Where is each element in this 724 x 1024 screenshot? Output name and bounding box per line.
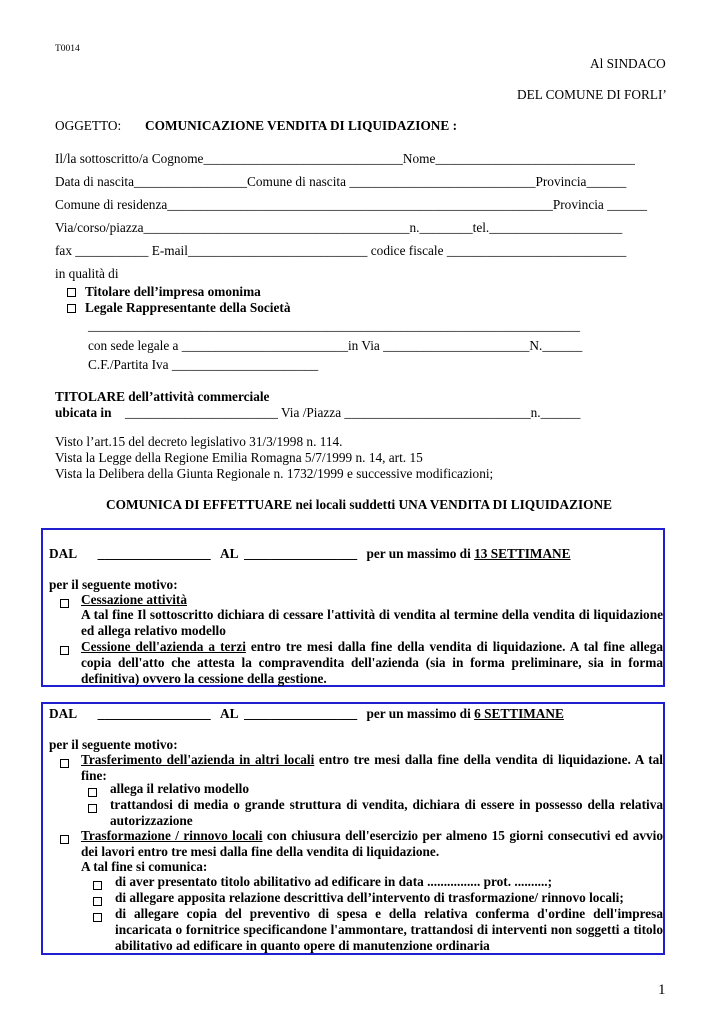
checkbox-icon[interactable] bbox=[60, 599, 69, 608]
checkbox-icon[interactable] bbox=[60, 759, 69, 768]
box1-option1-title: Cessazione attività bbox=[81, 592, 187, 607]
ubicata-field[interactable]: _______________________ Via /Piazza ____________________________n.______ bbox=[125, 405, 581, 420]
box1-max-prefix: per un massimo di bbox=[366, 546, 471, 561]
box2-dal-label: DAL bbox=[49, 706, 77, 721]
form-row-name[interactable]: Il/la sottoscritto/a Cognome______________________________Nome______________________________ bbox=[55, 151, 635, 166]
box2-option2-sub1: di aver presentato titolo abilitativo ad edificare in data ................ prot. ..........; bbox=[115, 874, 553, 889]
communicate-heading: COMUNICA DI EFFETTUARE nei locali suddetti UNA VENDITA DI LIQUIDAZIONE bbox=[106, 497, 612, 512]
ubicata-label: ubicata in bbox=[55, 405, 112, 420]
box2-period bbox=[49, 706, 564, 722]
box2-dal-field[interactable]: _________________ bbox=[97, 706, 211, 721]
box1-option1-text: A tal fine Il sottoscritto dichiara di cessare l'attività di vendita al termine della vendita di liquidazione ed allega relativo modello bbox=[81, 607, 663, 638]
box2-option1-text: entro tre mesi dalla fine della vendita di liquidazione. A tal fine: bbox=[81, 752, 663, 783]
box1-motivo: per il seguente motivo: bbox=[49, 577, 178, 592]
checkbox-icon[interactable] bbox=[88, 804, 97, 813]
box1-option2-text: entro tre mesi dalla fine della vendita di liquidazione. A tal fine allega copia dell'atto che attesta la compravendita dell'azienda (sia in forma preliminare, sia in forma definitiva) ovvero la cessione della gestione. bbox=[81, 639, 663, 686]
legal-ref-1: Visto l’art.15 del decreto legislativo 31/3/1998 n. 114. bbox=[55, 434, 343, 449]
box2-option1 bbox=[81, 752, 663, 784]
form-row-contacts[interactable]: fax ___________ E-mail___________________________ codice fiscale ___________________________ bbox=[55, 243, 627, 258]
doc-code: T0014 bbox=[55, 44, 80, 54]
box2-option2-title: Trasformazione / rinnovo locali bbox=[81, 828, 263, 843]
checkbox-icon[interactable] bbox=[88, 788, 97, 797]
box2-al-field[interactable]: _________________ bbox=[244, 706, 358, 721]
checkbox-icon[interactable] bbox=[60, 646, 69, 655]
box2-option2-intro: A tal fine si comunica: bbox=[81, 859, 208, 874]
company-name-field[interactable]: __________________________________________________________________________ bbox=[88, 318, 580, 333]
form-row-residence[interactable]: Comune di residenza__________________________________________________________Provincia ______ bbox=[55, 197, 648, 212]
box2-option1-sub1: allega il relativo modello bbox=[110, 781, 249, 796]
checkbox-icon[interactable] bbox=[67, 288, 76, 297]
box1-dal-field[interactable]: _________________ bbox=[97, 546, 211, 561]
checkbox-icon[interactable] bbox=[67, 304, 76, 313]
box1-option2 bbox=[81, 639, 663, 687]
option-legale[interactable] bbox=[67, 300, 290, 316]
form-row-birth[interactable]: Data di nascita_________________Comune di nascita ____________________________Provincia______ bbox=[55, 174, 627, 189]
box2-motivo: per il seguente motivo: bbox=[49, 737, 178, 752]
page-number: 1 bbox=[658, 982, 666, 998]
box2-option2-text: con chiusura dell'esercizio per almeno 15 giorni consecutivi ed avvio dei lavori entro tre mesi dalla fine della vendita di liquidazione. bbox=[81, 828, 663, 859]
box2-max-prefix: per un massimo di bbox=[366, 706, 475, 721]
box1-option2-title: Cessione dell'azienda a terzi bbox=[81, 639, 246, 654]
option-titolare-label: Titolare dell’impresa omonima bbox=[85, 284, 261, 299]
box2-max-value: 6 SETTIMANE bbox=[474, 706, 564, 721]
box2-option2 bbox=[81, 828, 663, 860]
checkbox-icon[interactable] bbox=[93, 881, 102, 890]
box1-max-value: 13 SETTIMANE bbox=[474, 546, 571, 561]
form-row-address[interactable]: Via/corso/piazza________________________________________n.________tel.____________________ bbox=[55, 220, 623, 235]
box1-dal-label: DAL bbox=[49, 546, 77, 561]
option-titolare[interactable] bbox=[67, 284, 261, 300]
subject-label: OGGETTO: bbox=[55, 118, 122, 133]
box2-option2-sub2: di allegare apposita relazione descrittiva dell’intervento di trasformazione/ rinnovo locali; bbox=[115, 890, 624, 905]
titolare-heading: TITOLARE dell’attività commerciale bbox=[55, 389, 270, 404]
box2-option2-sub3: di allegare copia del preventivo di spesa e della relativa conferma d'ordine dell'impresa incaricata o fornitrice specificandone l'ammontare, trattandosi di interventi non soggetti a titolo abilitativo ad edificare in quanto opere di manutenzione ordinaria bbox=[115, 906, 663, 953]
box2-option1-title: Trasferimento dell'azienda in altri locali bbox=[81, 752, 315, 767]
box1-period bbox=[49, 546, 571, 562]
company-vat-field[interactable]: C.F./Partita Iva ______________________ bbox=[88, 357, 319, 372]
box2-option1-sub2: trattandosi di media o grande struttura di vendita, dichiara di essere in possesso della relativa autorizzazione bbox=[110, 797, 663, 828]
company-seat-field[interactable]: con sede legale a _________________________in Via ______________________N.______ bbox=[88, 338, 583, 353]
option-legale-label: Legale Rappresentante della Società bbox=[85, 300, 291, 315]
legal-ref-3: Vista la Delibera della Giunta Regionale n. 1732/1999 e successive modificazioni; bbox=[55, 466, 494, 481]
checkbox-icon[interactable] bbox=[93, 897, 102, 906]
subject-title: COMUNICAZIONE VENDITA DI LIQUIDAZIONE : bbox=[145, 118, 458, 133]
legal-ref-2: Vista la Legge della Regione Emilia Romagna 5/7/1999 n. 14, art. 15 bbox=[55, 450, 423, 465]
in-qualita-label: in qualità di bbox=[55, 266, 119, 281]
box1-al-field[interactable]: _________________ bbox=[244, 546, 358, 561]
recipient-line-1: Al SINDACO bbox=[590, 56, 666, 71]
box2-al-label: AL bbox=[220, 706, 238, 721]
checkbox-icon[interactable] bbox=[60, 835, 69, 844]
box1-al-label: AL bbox=[220, 546, 238, 561]
recipient-line-2: DEL COMUNE DI FORLI’ bbox=[517, 87, 667, 102]
checkbox-icon[interactable] bbox=[93, 913, 102, 922]
